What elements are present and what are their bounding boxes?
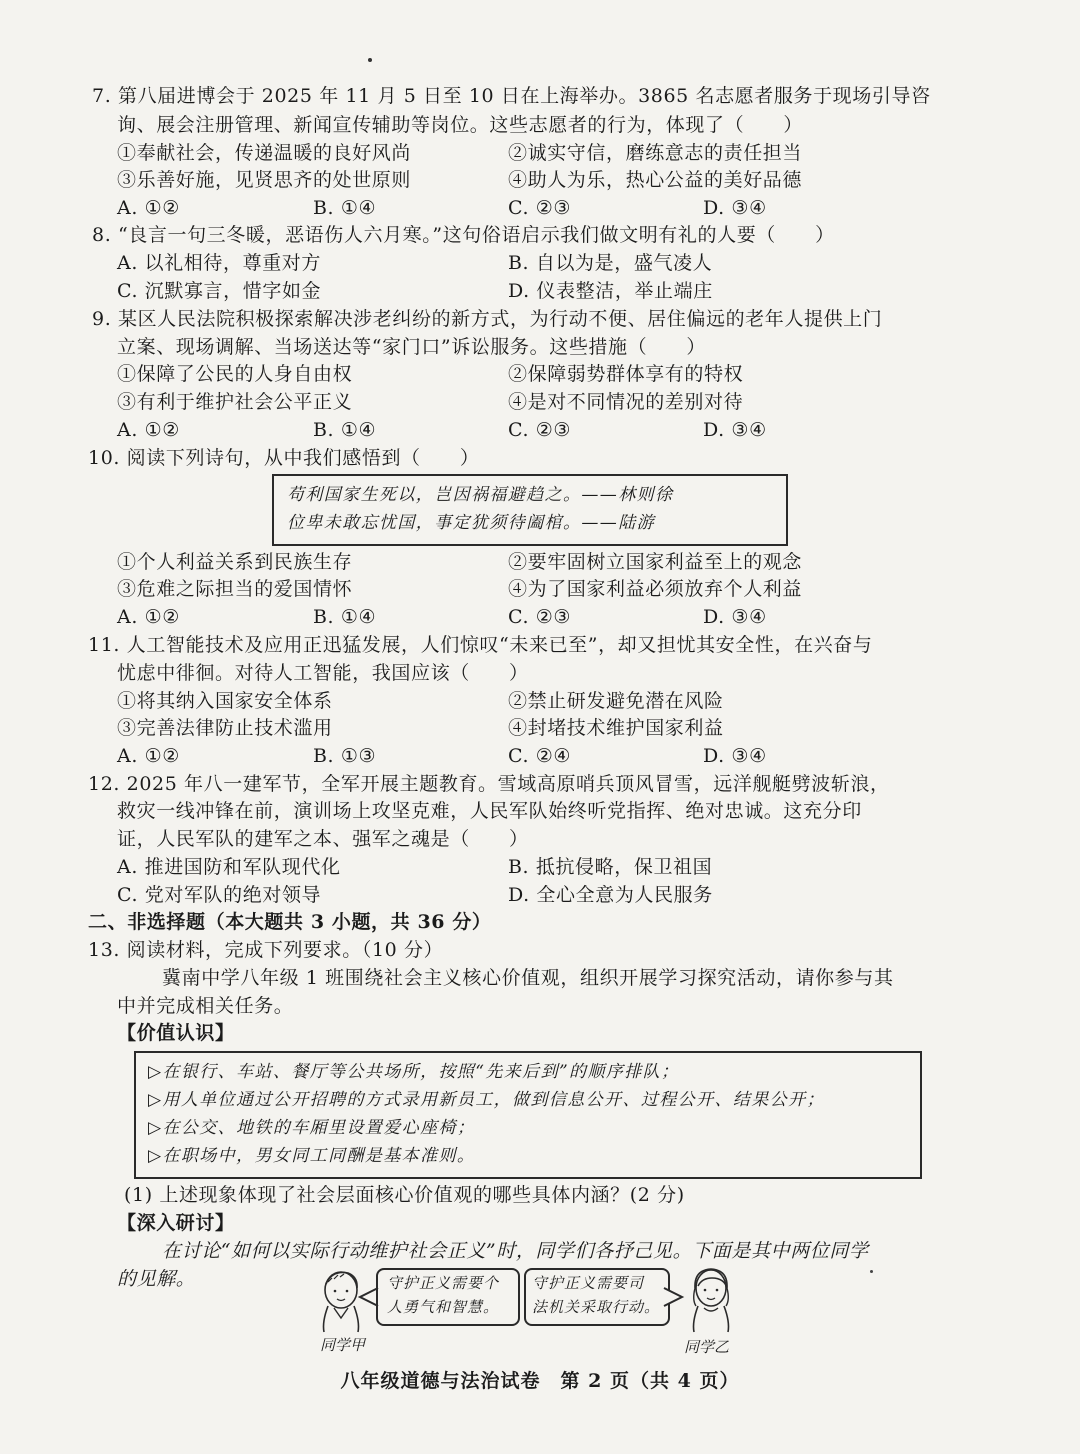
speck-mark [368, 58, 372, 62]
q7-option-2: ②诚实守信，磨练意志的责任担当 [508, 142, 803, 164]
q9-choice-b: B. ①④ [313, 419, 377, 441]
q13-intro-line2: 中并完成相关任务。 [117, 995, 294, 1017]
q10-choice-c: C. ②③ [508, 606, 572, 628]
q10-choice-d: D. ③④ [703, 606, 767, 628]
poem-line-2: 位卑未敢忘忧国，事定犹须待阖棺。——陆游 [287, 513, 655, 533]
q9-choice-d: D. ③④ [703, 419, 767, 441]
sub-question-1: (1) 上述现象体现了社会层面核心价值观的哪些具体内涵？(2 分) [124, 1184, 685, 1206]
q12-stem-line2: 救灾一线冲锋在前，演训场上攻坚克难，人民军队始终听党指挥、绝对忠诚。这充分印 [117, 800, 862, 822]
q12-stem-line1: 12. 2025 年八一建军节，全军开展主题教育。雪域高原哨兵顶风冒雪，远洋舰艇劈波斩浪， [88, 773, 890, 795]
bubble-a-line2: 人勇气和智慧。 [387, 1298, 500, 1316]
student-b-figure [686, 1266, 736, 1334]
q9-option-3: ③有利于维护社会公平正义 [117, 391, 353, 413]
q9-choice-a: A. ①② [117, 419, 180, 441]
q7-stem-line2: 询、展会注册管理、新闻宣传辅助等岗位。这些志愿者的行为，体现了（ ） [117, 114, 804, 136]
q7-option-3: ③乐善好施，见贤思齐的处世原则 [117, 169, 412, 191]
q11-choice-c: C. ②④ [508, 745, 572, 767]
q9-option-4: ④是对不同情况的差别对待 [508, 391, 744, 413]
q8-choice-c: C. 沉默寡言，惜字如金 [117, 280, 322, 302]
q12-stem-line3: 证，人民军队的建军之本、强军之魂是（ ） [117, 828, 529, 850]
q11-stem-line2: 忧虑中徘徊。对待人工智能，我国应该（ ） [117, 662, 529, 684]
q9-stem-line2: 立案、现场调解、当场送达等“家门口”诉讼服务。这些措施（ ） [117, 336, 707, 358]
q10-option-4: ④为了国家利益必须放弃个人利益 [508, 578, 803, 600]
value-heading: 【价值认识】 [117, 1022, 235, 1044]
discussion-heading: 【深入研讨】 [117, 1212, 235, 1234]
q11-option-4: ④封堵技术维护国家利益 [508, 717, 724, 739]
q11-option-1: ①将其纳入国家安全体系 [117, 690, 333, 712]
q10-option-2: ②要牢固树立国家利益至上的观念 [508, 551, 803, 573]
q10-choice-b: B. ①④ [313, 606, 377, 628]
q8-choice-d: D. 仪表整洁，举止端庄 [508, 280, 713, 302]
q7-stem-line1: 7. 第八届进博会于 2025 年 11 月 5 日至 10 日在上海举办。3865 名志愿者服务于现场引导咨 [92, 85, 931, 107]
discussion-line1: 在讨论“如何以实际行动维护社会正义”时，同学们各抒己见。下面是其中两位同学 [162, 1240, 869, 1262]
q9-choice-c: C. ②③ [508, 419, 572, 441]
page-footer: 八年级道德与法治试卷 第 2 页（共 4 页） [340, 1370, 740, 1392]
bubble-a-tail [358, 1286, 378, 1308]
q13-intro-line1: 冀南中学八年级 1 班围绕社会主义核心价值观，组织开展学习探究活动，请你参与其 [162, 967, 894, 989]
speck-mark [870, 1270, 873, 1273]
q8-choice-b: B. 自以为是，盛气凌人 [508, 252, 713, 274]
poem-line-1: 苟利国家生死以，岂因祸福避趋之。——林则徐 [287, 485, 674, 505]
q8-stem: 8. “良言一句三冬暖，恶语伤人六月寒。”这句俗语启示我们做文明有礼的人要（ ） [92, 224, 835, 246]
q12-choice-c: C. 党对军队的绝对领导 [117, 884, 322, 906]
q7-choice-d: D. ③④ [703, 197, 767, 219]
q12-choice-b: B. 抵抗侵略，保卫祖国 [508, 856, 713, 878]
material-line-1: ▷在银行、车站、餐厅等公共场所，按照“先来后到”的顺序排队； [148, 1062, 680, 1082]
bubble-b-line2: 法机关采取行动。 [532, 1298, 661, 1316]
q10-choice-a: A. ①② [117, 606, 180, 628]
student-b-label: 同学乙 [684, 1338, 730, 1356]
q9-stem-line1: 9. 某区人民法院积极探索解决涉老纠纷的新方式，为行动不便、居住偏远的老年人提供上门 [92, 308, 883, 330]
q12-choice-a: A. 推进国防和军队现代化 [117, 856, 341, 878]
q11-choice-a: A. ①② [117, 745, 180, 767]
material-line-3: ▷在公交、地铁的车厢里设置爱心座椅； [148, 1118, 476, 1138]
q7-option-1: ①奉献社会，传递温暖的良好风尚 [117, 142, 412, 164]
q7-choice-c: C. ②③ [508, 197, 572, 219]
q11-option-2: ②禁止研发避免潜在风险 [508, 690, 724, 712]
q7-choice-b: B. ①④ [313, 197, 377, 219]
q9-option-2: ②保障弱势群体享有的特权 [508, 363, 744, 385]
q10-stem: 10. 阅读下列诗句，从中我们感悟到（ ） [88, 447, 480, 469]
q9-option-1: ①保障了公民的人身自由权 [117, 363, 353, 385]
section-heading: 二、非选择题（本大题共 3 小题，共 36 分） [88, 911, 492, 933]
discussion-line2: 的见解。 [117, 1268, 196, 1290]
q13-stem: 13. 阅读材料，完成下列要求。（10 分） [88, 939, 444, 961]
q10-option-3: ③危难之际担当的爱国情怀 [117, 578, 353, 600]
q8-choice-a: A. 以礼相待，尊重对方 [117, 252, 322, 274]
material-line-4: ▷在职场中，男女同工同酬是基本准则。 [148, 1146, 476, 1166]
q7-choice-a: A. ①② [117, 197, 180, 219]
student-a-label: 同学甲 [320, 1336, 366, 1354]
q11-stem-line1: 11. 人工智能技术及应用正迅猛发展，人们惊叹“未来已至”，却又担忧其安全性，在兴奋与 [88, 634, 873, 656]
material-line-2: ▷用人单位通过公开招聘的方式录用新员工，做到信息公开、过程公开、结果公开； [148, 1090, 825, 1110]
bubble-b-tail [664, 1286, 684, 1308]
q7-option-4: ④助人为乐，热心公益的美好品德 [508, 169, 803, 191]
q11-choice-d: D. ③④ [703, 745, 767, 767]
q11-option-3: ③完善法律防止技术滥用 [117, 717, 333, 739]
q10-option-1: ①个人利益关系到民族生存 [117, 551, 353, 573]
q12-choice-d: D. 全心全意为人民服务 [508, 884, 713, 906]
q11-choice-b: B. ①③ [313, 745, 377, 767]
bubble-b-line1: 守护正义需要司 [532, 1274, 645, 1292]
bubble-a-line1: 守护正义需要个 [387, 1274, 500, 1292]
